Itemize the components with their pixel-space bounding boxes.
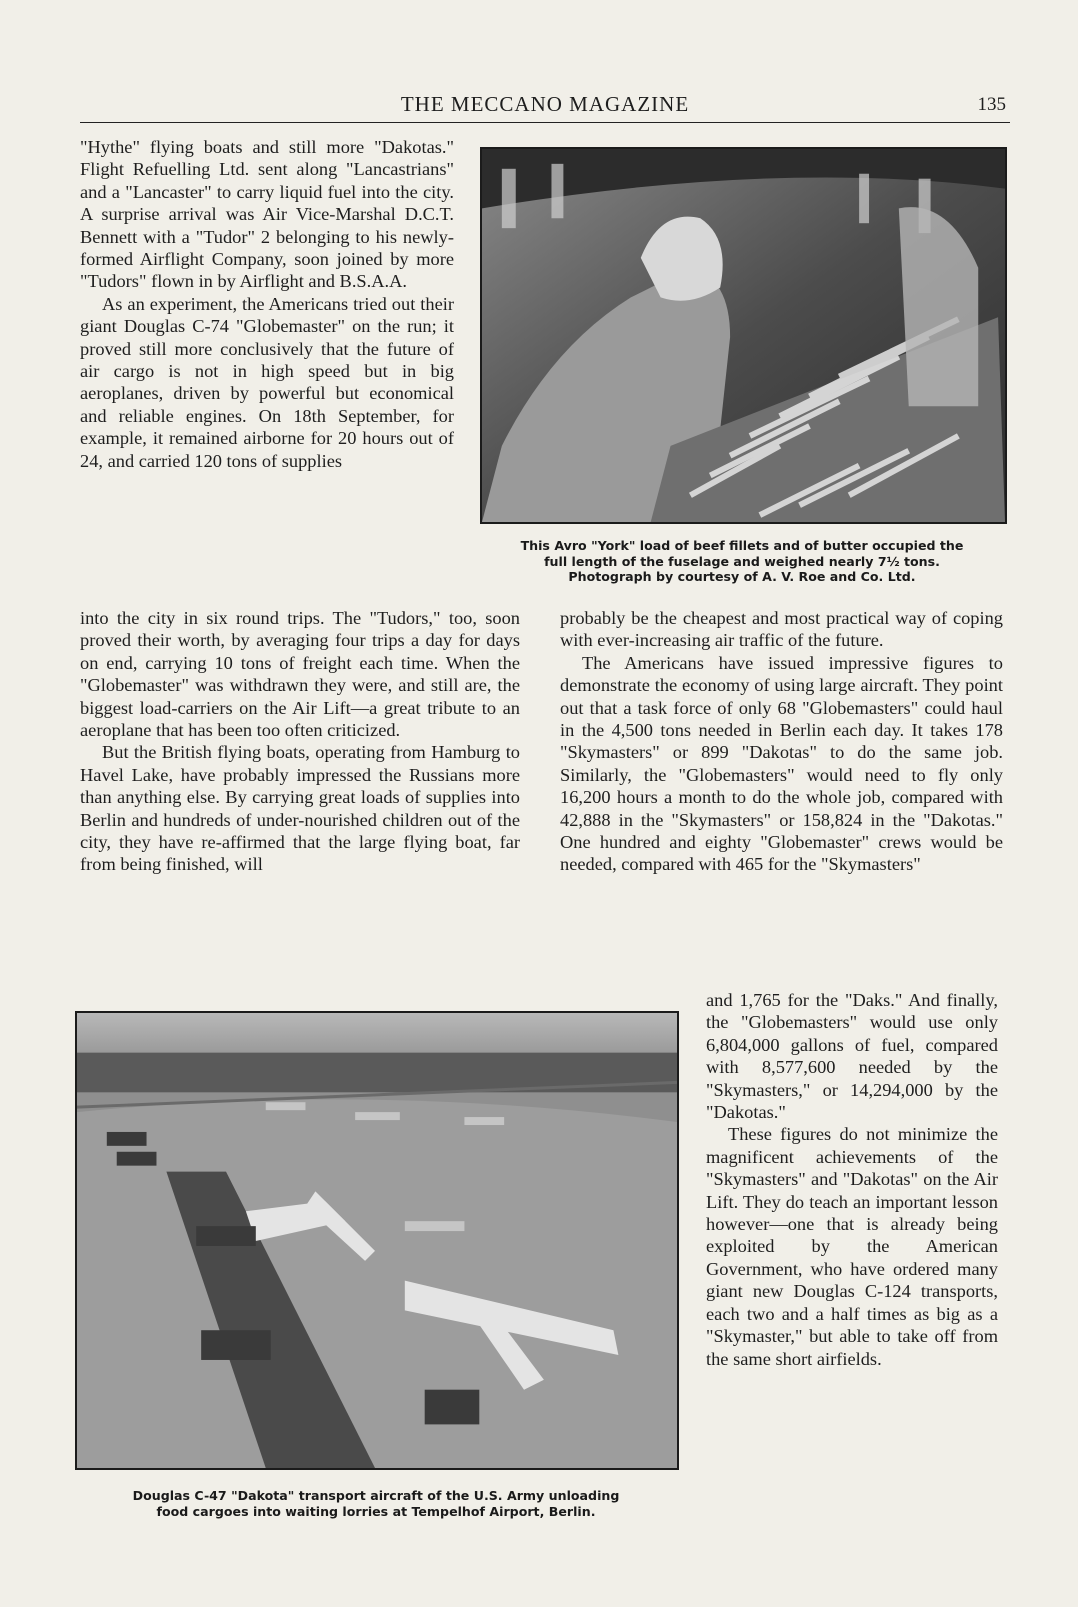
photo-caption-top <box>476 538 1008 585</box>
caption-line: food cargoes into waiting lorries at Tempelhof Airport, Berlin. <box>156 1503 596 1519</box>
caption-line: Douglas C-47 "Dakota" transport aircraft of the U.S. Army unloading <box>132 1488 620 1503</box>
paragraph: As an experiment, the Americans tried out their giant Douglas C-74 "Globemaster" on the run; it proved still more conclusively that the future of air cargo is not in high speed but in big aeroplanes, driven by powerful but economical and reliable engines. On 18th September, for example, it remained airborne for 20 hours out of 24, and carried 120 tons of supplies <box>80 293 454 471</box>
paragraph: "Hythe" flying boats and still more "Dakotas." Flight Refuelling Ltd. sent along "Lancastrians" and a "Lancaster" to carry liquid fuel into the city. A surprise arrival was Air Vice-Marshal D.C.T. Bennett with a "Tudor" 2 belonging to his newly-formed Airflight Company, soon joined by more "Tudors" flown in by Airflight and B.S.A.A. <box>80 137 454 292</box>
paragraph: and 1,765 for the "Daks." And finally, the "Globemasters" would use only 6,804,000 gallons of fuel, compared with 8,577,600 needed by the "Skymasters," or 14,294,000 by the "Dakotas." <box>706 990 998 1123</box>
paragraph: probably be the cheapest and most practical way of coping with ever-increasing air traffic of the future. <box>560 608 1003 651</box>
article-column-left-top <box>80 136 454 472</box>
page-number: 135 <box>977 94 1006 115</box>
cargo-hold-photo <box>480 147 1007 524</box>
paragraph: The Americans have issued impressive figures to demonstrate the economy of using large aircraft. They point out that a task force of only 68 "Globemasters" could haul in the 4,500 tons needed in Berlin each day. It takes 178 "Skymasters" or 899 "Dakotas" to do the same job. Similarly, the "Globemasters" would need to fly only 16,200 hours a month to do the whole job, compared with 42,888 in the "Skymasters" or 158,824 in the "Dakotas." One hundred and eighty "Globemaster" crews would be needed, compared with 465 for the "Skymasters" <box>560 652 1003 875</box>
caption-line: This Avro "York" load of beef fillets and of butter occupied the <box>520 538 964 553</box>
article-column-left-bottom <box>80 607 520 876</box>
paragraph: into the city in six round trips. The "Tudors," too, soon proved their worth, by averaging four trips a day for days on end, carrying 10 tons of freight each time. When the "Globemaster" was withdrawn they were, and still are, the biggest load-carriers on the Air Lift—a great tribute to an aeroplane that has been too often criticized. <box>80 608 520 741</box>
caption-line: full length of the fuselage and weighed nearly 7½ tons. <box>544 553 940 569</box>
caption-line: Photograph by courtesy of A. V. Roe and Co. Ltd. <box>568 569 916 584</box>
paragraph: These figures do not minimize the magnificent achievements of the "Skymasters" and "Dakotas" on the Air Lift. They do teach an important lesson however—one that is already being exploited by the American Government, who have ordered many giant new Douglas C-124 transports, each two and a half times as big as a "Skymaster," but able to take off from the same short airfields. <box>706 1124 998 1369</box>
masthead: THE MECCANO MAGAZINE <box>400 92 690 116</box>
article-column-right-narrow <box>706 989 998 1370</box>
airport-photo <box>75 1011 679 1470</box>
article-column-right <box>560 607 1003 876</box>
paragraph: But the British flying boats, operating from Hamburg to Havel Lake, have probably impressed the Russians more than anything else. By carrying great loads of supplies into Berlin and hundreds of under-nourished children out of the city, they have re-affirmed that the large flying boat, far from being finished, will <box>80 742 520 875</box>
photo-caption-bottom <box>70 1488 682 1519</box>
running-head <box>80 88 1010 123</box>
